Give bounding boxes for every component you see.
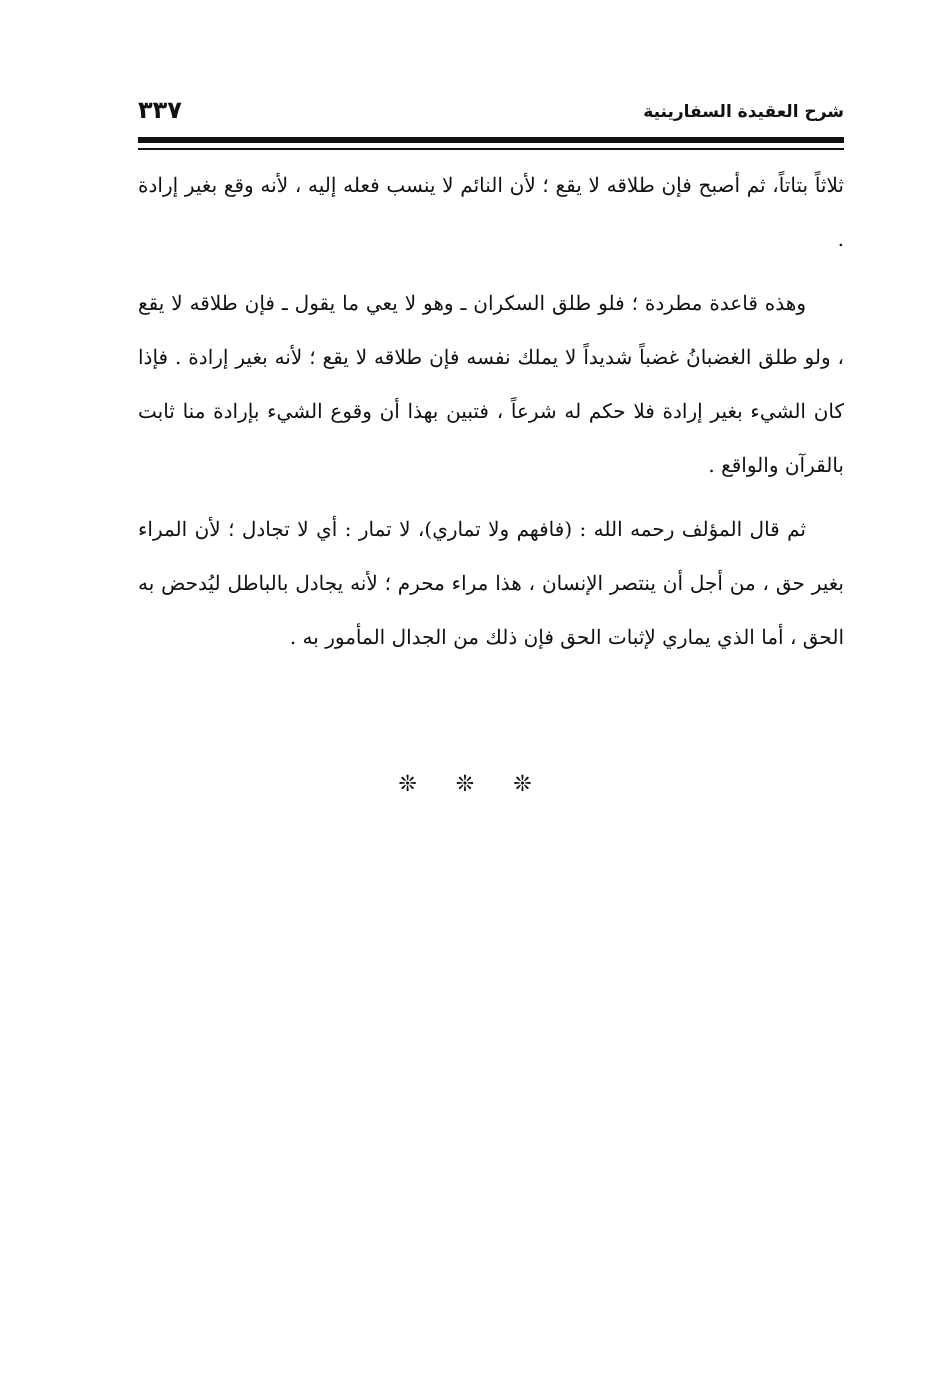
paragraph-text: ثم قال المؤلف رحمه الله : (فافهم ولا تماري)، لا تمار : أي لا تجادل ؛ لأن المراء بغير حق ، من أجل أن ينتصر الإنسان ، هذا مراء محرم ؛ لأنه يجادل بالباطل ليُدحض به الحق ، أما الذي يماري لإثبات الحق فإن ذلك من الجدال المأمور به .: [138, 517, 844, 649]
section-end-ornament: ❊ ❊ ❊: [398, 772, 548, 797]
paragraph-text: وهذه قاعدة مطردة ؛ فلو طلق السكران ـ وهو لا يعي ما يقول ـ فإن طلاقه لا يقع ، ولو طلق الغضبانُ غضباً شديداً لا يملك نفسه فإن طلاقه لا يقع ؛ لأنه بغير إرادة . فإذا كان الشيء بغير إرادة فلا حكم له شرعاً ، فتبين بهذا أن وقوع الشيء بإرادة منا ثابت بالقرآن والواقع .: [138, 291, 844, 477]
body-text: [138, 158, 844, 664]
book-title: شرح العقيدة السفارينية: [643, 102, 844, 122]
paragraph: [138, 158, 844, 266]
paragraph: [138, 276, 844, 492]
paragraph: [138, 502, 844, 664]
header-rule-thin: [138, 148, 844, 150]
paragraph-text: ثلاثاً بتاتاً، ثم أصبح فإن طلاقه لا يقع ؛ لأن النائم لا ينسب فعله إليه ، لأنه وقع بغير إرادة .: [138, 173, 844, 251]
page-number: ٣٣٧: [138, 96, 182, 124]
running-header: [138, 96, 844, 132]
header-rule-thick: [138, 137, 844, 143]
